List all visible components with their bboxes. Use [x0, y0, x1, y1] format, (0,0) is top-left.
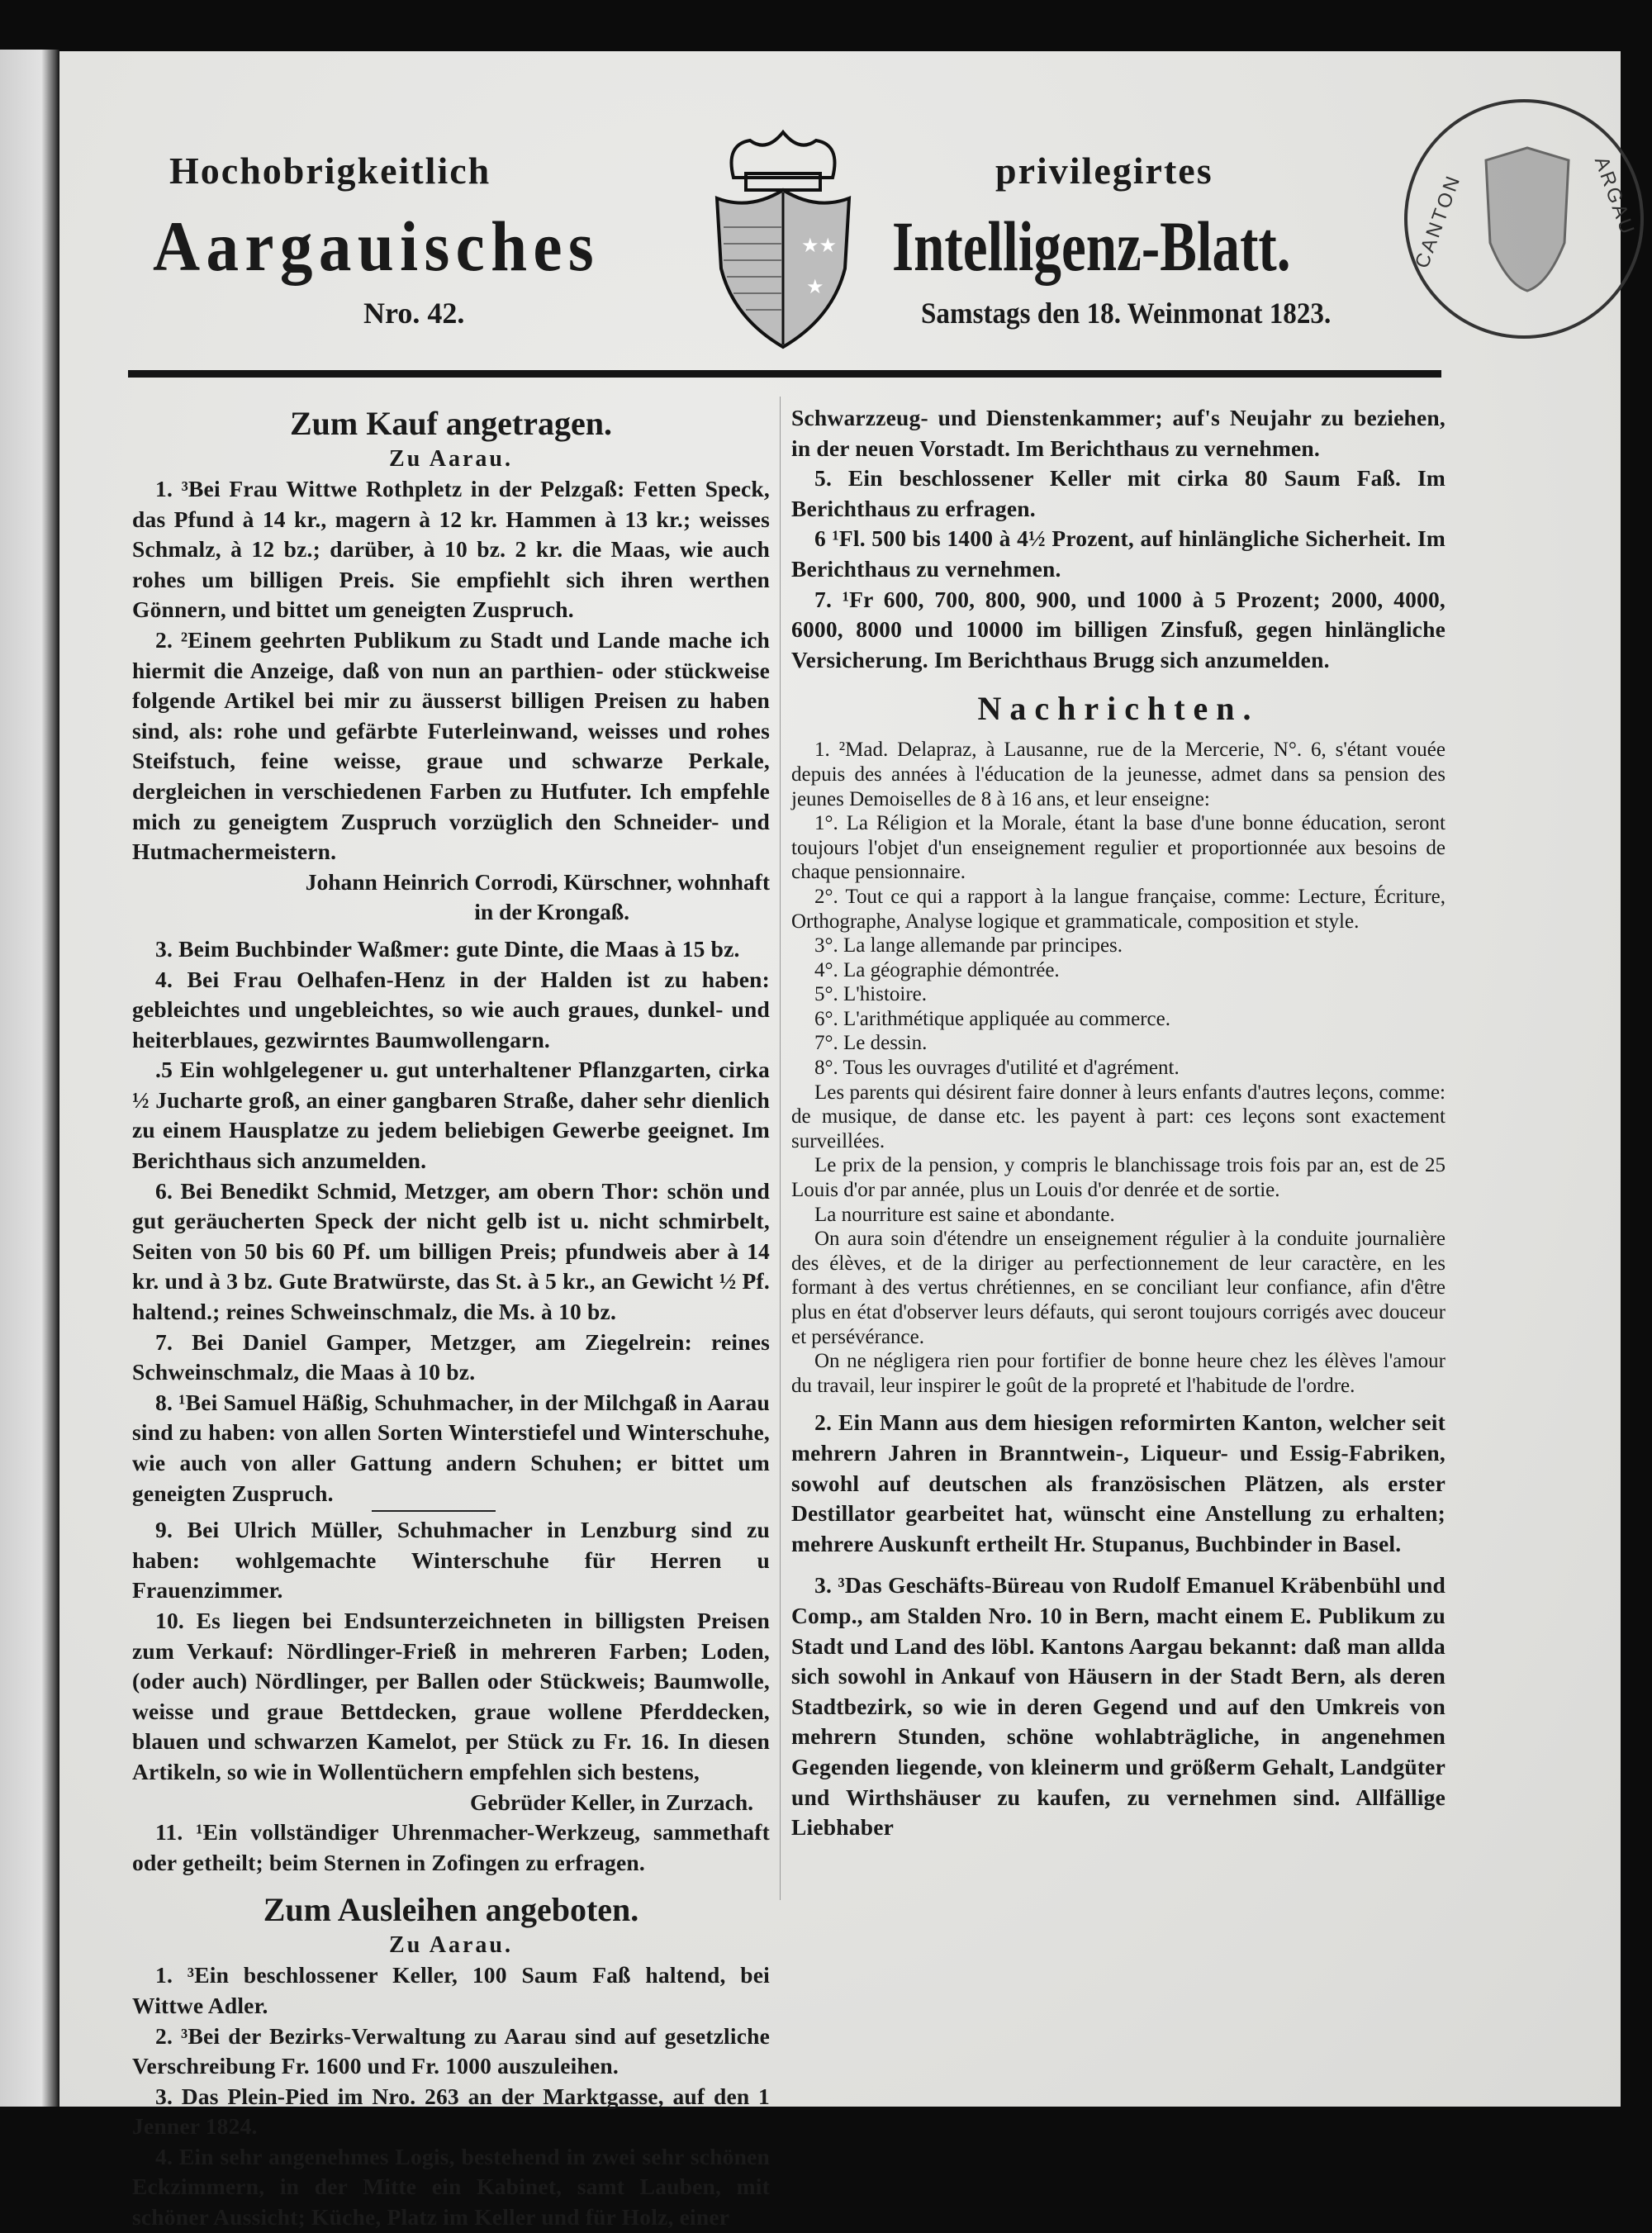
- issue-date: Samstags den 18. Weinmonat 1823.: [921, 297, 1332, 330]
- masthead-rule: [128, 370, 1441, 378]
- signature: Gebrüder Keller, in Zurzach.: [470, 1789, 753, 1815]
- svg-text:★: ★: [806, 277, 824, 298]
- notice: 2. ³Bei der Bezirks-Verwaltung zu Aarau sind auf gesetzliche Verschreibung Fr. 1600 und Fr. 1000 auszuleihen.: [132, 2022, 770, 2079]
- separator-rule: [372, 1510, 496, 1512]
- french-notice: 1. ²Mad. Delapraz, à Lausanne, rue de la Mercerie, N°. 6, s'étant vouée depuis des années à l'éducation de la jeunesse, admet dans sa pension des jeunes Demoiselles de 8 à 16 ans, et leur enseigne:: [791, 739, 1446, 810]
- right-column: [791, 403, 1446, 1843]
- place-heading: Zu Aarau.: [389, 446, 513, 472]
- notice: .5 Ein wohlgelegener u. gut unterhaltener Pflanzgarten, cirka ½ Jucharte groß, an einer gangbaren Straße, daher sehr dienlich zu einem Hausplatze zu jedem beliebigen Gewerbe geeignet. Im Berichthaus sich anzumelden.: [132, 1057, 770, 1174]
- signature: Johann Heinrich Corrodi, Kürschner, wohnhaft: [305, 868, 770, 895]
- french-notice: 8°. Tous les ouvrages d'utilité et d'agrément.: [814, 1057, 1180, 1080]
- svg-text:★★: ★★: [801, 235, 838, 257]
- notice: 2. Ein Mann aus dem hiesigen reformirten Kanton, welcher seit mehrern Jahren in Branntwein-, Liqueur- und Essig-Fabriken, sowohl auf deutschen als französischen Plätzen, als erster Destillator gearbeitet hat, wünscht eine Anstellung zu erhalten; mehrere Auskunft ertheilt Hr. Stupanus, Buchbinder in Basel.: [791, 1409, 1446, 1556]
- section-heading-loans: Zum Ausleihen angeboten.: [263, 1891, 639, 1929]
- library-stamp: [1404, 99, 1644, 339]
- section-heading-news: Nachrichten.: [977, 690, 1260, 728]
- issue-number: Nro. 42.: [363, 297, 465, 330]
- french-notice: 5°. L'histoire.: [814, 983, 928, 1006]
- notice: 3. Beim Buchbinder Waßmer: gute Dinte, die Maas à 15 bz.: [155, 935, 740, 962]
- notice: 2. ²Einem geehrten Publikum zu Stadt und Lande mache ich hiermit die Anzeige, daß von nun an parthien- oder stückweise folgende Artikel bei mir zu äusserst billigen Preisen zu haben sind, als: rohe und gefärbte Futerleinwand, weisses und rohes Steifstuch, feine weisse, graue und schwarze Perkale, dergleichen in verschiedenen Farben zu Hutfuter. Ich empfehle mich zu geneigtem Zuspruch vorzüglich den Schneider- und Hutmachermeistern.: [132, 626, 770, 865]
- notice: 11. ¹Ein vollständiger Uhrenmacher-Werkzeug, sammethaft oder getheilt; beim Sternen in Zofingen zu erfragen.: [132, 1819, 770, 1875]
- masthead-line1-right: privilegirtes: [995, 150, 1213, 192]
- section-heading-sale: Zum Kauf angetragen.: [290, 405, 612, 442]
- notice: 1. ³Ein beschlossener Keller, 100 Saum Faß haltend, bei Wittwe Adler.: [132, 1962, 770, 2018]
- french-notice: 7°. Le dessin.: [814, 1032, 928, 1055]
- stamp-text-right: ARGAU: [1589, 154, 1640, 240]
- notice: 4. Bei Frau Oelhafen-Henz in der Halden ist zu haben: gebleichtes und ungebleichtes, so wie auch graues, dunkel- und heiterblaues, gezwirntes Baumwollengarn.: [132, 966, 770, 1052]
- notice: 5. Ein beschlossener Keller mit cirka 80 Saum Faß. Im Berichthaus zu erfragen.: [791, 465, 1446, 521]
- french-notice: 1°. La Réligion et la Morale, étant la base d'une bonne éducation, seront toujours l'objet d'un enseignement regulier et proportionnée aux besoins de chaque pensionnaire.: [791, 812, 1446, 884]
- notice: 3. Das Plein-Pied im Nro. 263 an der Marktgasse, auf den 1 Jenner 1824.: [132, 2083, 770, 2140]
- notice: 9. Bei Ulrich Müller, Schuhmacher in Lenzburg sind zu haben: wohlgemachte Winterschuhe für Herren u Frauenzimmer.: [132, 1517, 770, 1603]
- french-notice: 4°. La géographie démontrée.: [814, 958, 1060, 981]
- french-notice: Le prix de la pension, y compris le blanchissage trois fois par an, est de 25 Louis d'or par année, plus un Louis d'or denrée et de sortie.: [791, 1154, 1446, 1202]
- stamp-text-left: CANTON: [1410, 171, 1466, 272]
- left-column: [132, 403, 770, 2233]
- notice: 4. Ein sehr angenehmes Logis, bestehend in zwei sehr schönen Eckzimmern, in der Mitte ein Kabinet, samt Lauben, mit schöner Aussicht; Küche, Platz im Keller und für Holz, einer: [132, 2143, 770, 2231]
- notice: 7. ¹Fr 600, 700, 800, 900, und 1000 à 5 Prozent; 2000, 4000, 6000, 8000 und 10000 im billigen Zinsfuß, gegen hinlängliche Versicherung. Im Berichthaus Brugg sich anzumelden.: [791, 586, 1446, 672]
- coat-of-arms-icon: [709, 128, 857, 351]
- adjacent-page-edge: [0, 50, 59, 2107]
- place-heading: Zu Aarau.: [389, 1932, 513, 1959]
- french-notice: 2°. Tout ce qui a rapport à la langue française, comme: Lecture, Écriture, Orthographe, Analyse logique et grammaticale, composition et style.: [791, 885, 1446, 933]
- notice: 6 ¹Fl. 500 bis 1400 à 4½ Prozent, auf hinlängliche Sicherheit. Im Berichthaus zu vernehmen.: [791, 525, 1446, 582]
- notice: 8. ¹Bei Samuel Häßig, Schuhmacher, in der Milchgaß in Aarau sind zu haben: von allen Sorten Winterstiefel und Winterschuhe, wie auch von aller Gattung andern Schuhen; er bittet um geneigten Zuspruch.: [132, 1389, 770, 1506]
- masthead-title-right: Intelligenz-Blatt.: [892, 207, 1291, 286]
- notice: 10. Es liegen bei Endsunterzeichneten in billigsten Preisen zum Verkauf: Nördlinger-Frieß in mehreren Farben; Loden, (oder auch) Nördlinger, per Ballen oder Stückweis; Baumwolle, weisse und graue Bettdecken, graue wollene Pferddecken, blauen und schwarzen Kamelot, per Stück zu Fr. 16. In diesen Artikeln, so wie in Wollentüchern empfehlen sich bestens,: [132, 1607, 770, 1784]
- french-notice: On ne négligera rien pour fortifier de bonne heure chez les élèves l'amour du travail, leur inspirer le goût de la propreté et l'habitude de l'ordre.: [791, 1350, 1446, 1397]
- notice: 6. Bei Benedikt Schmid, Metzger, am obern Thor: schön und gut geräucherten Speck der nicht gelb ist u. nicht schmirbelt, Seiten von 50 bis 60 Pf. um billigen Preis; pfundweis aber à 14 kr. und à 3 bz. Gute Bratwürste, das St. à 5 kr., an Gewicht ½ Pf. haltend.; reines Schweinschmalz, die Ms. à 10 bz.: [132, 1177, 770, 1325]
- french-notice: La nourriture est saine et abondante.: [814, 1203, 1115, 1226]
- notice-continued: Schwarzzeug- und Dienstenkammer; auf's Neujahr zu beziehen, in der neuen Vorstadt. Im Berichthaus zu vernehmen.: [791, 405, 1446, 461]
- stamp-shield-icon: [1482, 144, 1573, 292]
- french-notice: 6°. L'arithmétique appliquée au commerce.: [814, 1007, 1170, 1030]
- notice: 1. ³Bei Frau Wittwe Rothpletz in der Pelzgaß: Fetten Speck, das Pfund à 14 kr., magern à 12 kr. Hammen à 13 kr.; weisses Schmalz, à 12 bz.; darüber, à 10 bz. 2 kr. die Maas, wie auch rohes um billigen Preis. Sie empfiehlt sich ihren werthen Gönnern, und bittet um geneigten Zuspruch.: [132, 476, 770, 623]
- column-divider: [780, 397, 781, 1900]
- masthead-line1-left: Hochobrigkeitlich: [169, 150, 491, 192]
- french-notice: Les parents qui désirent faire donner à leurs enfants d'autres leçons, comme: de musique, de danse etc. les payent à part: ces leçons sont exactement surveillées.: [791, 1081, 1446, 1152]
- french-notice: On aura soin d'étendre un enseignement régulier à la conduite journalière des élèves, et de la diriger au perfectionnement de leur caractère, en les formant à des vertus chrétiennes, en se conciliant leur confiance, afin d'être plus en état d'observer leurs défauts, qui seront toujours corrigés avec douceur et persévérance.: [791, 1228, 1446, 1348]
- notice: 7. Bei Daniel Gamper, Metzger, am Ziegelrein: reines Schweinschmalz, die Maas à 10 bz.: [132, 1328, 770, 1385]
- notice: 3. ³Das Geschäfts-Büreau von Rudolf Emanuel Kräbenbühl und Comp., am Stalden Nro. 10 in Bern, macht einem E. Publikum zu Stadt und Land des löbl. Kantons Aargau bekannt: daß man allda sich sowohl in Ankauf von Häusern in der Stadt Bern, als deren Stadtbezirk, so wie in deren Gegend und auf den Umkreis von mehrern Stunden, schöne wohlabträgliche, in angenehmen Gegenden liegende, von kleinerm und größerm Gehalt, Landgüter und Wirthshäuser zu kaufen, zu vernehmen sind. Allfällige Liebhaber: [791, 1572, 1446, 1841]
- signature-address: in der Krongaß.: [474, 899, 629, 925]
- french-notice: 3°. La lange allemande par principes.: [814, 934, 1123, 957]
- masthead-title-left: Aargauisches: [153, 207, 601, 286]
